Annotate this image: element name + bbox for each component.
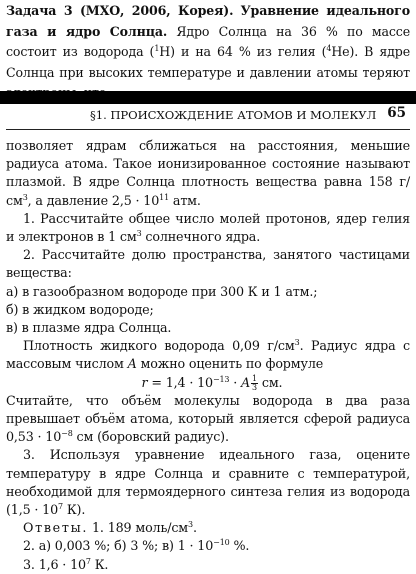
answers-line-1: Ответы. 1. 189 моль/$см^3$. [23,520,197,536]
paragraph-bohr-radius: Считайте, что объём молекулы водорода в два раза превышает объём атома, который является сферой радиуса $0,53 \cdot 10^{-8}$ см (боровский радиус). [6,392,410,445]
previous-page-fragment [0,0,416,91]
section-title: §1. ПРОИСХОЖДЕНИЕ АТОМОВ И МОЛЕКУЛ [90,108,377,122]
hydrogen-mass-number: 1 [154,43,160,53]
question-1: 1. Рассчитайте общее число молей протонов, ядер гелия и электронов в 1 $см^3$ солнечного ядра. [6,210,410,245]
task-text: Ядро Солнца на 36 % по массе состоит из водорода ( [6,23,410,59]
running-head [6,104,410,130]
answers-line-3: 3. $1,6 \cdot 10^7$ К. [23,556,109,572]
question-2: 2. Рассчитайте долю пространства, занятого частицами вещества: [6,247,410,281]
task-3-intro: Задача 3 (МХО, 2006, Корея). Уравнение идеального газа и ядро Солнца. Ядро Солнца на 36 % по массе состоит из водорода ($^1$H) и на 64 % из гелия ($^4$He). В ядре Солнца при высоких температуре и давлении атомы теряют [6,3,410,80]
question-2-option-a: а) в газообразном водороде при 300 К и 1 атм.; [6,283,318,299]
book-page [0,104,416,572]
page-separator [0,91,416,104]
page-number: 65 [387,105,406,121]
question-2-option-b: б) в жидком водороде; [6,301,154,317]
paragraph-density: Плотность жидкого водорода 0,09 $г/см^3$. Радиус ядра с массовым числом A можно оценить по формуле [6,338,411,372]
answers-line-2: 2. а) 0,003 %; б) 3 %; в) $1 \cdot 10^{-10}$ %. [23,538,250,554]
question-3: 3. Используя уравнение идеального газа, оцените температуру в ядре Солнца и сравните с температурой, необходимой для термоядерного синтеза гелия из водорода ($1,5 \cdot 10^7$ К). [6,447,410,518]
nuclear-radius-formula: $r = 1,4 \cdot 10^{-13} \cdot A$ $\frac{1}{3}$ см. [141,373,283,392]
helium-mass-number: 4 [326,43,332,53]
paragraph-plasma: позволяет ядрам сближаться на расстояния, меньшие радиуса атома. Такое ионизированное состояние называют плазмой. В ядре Солнца плотность вещества равна 158 $г/см^3$, а давление $2,5 \cdot 10^{11}$ атм. [6,138,410,208]
question-2-option-c: в) в плазме ядра Солнца. [6,320,172,336]
answers-label: Ответы. [23,520,89,536]
page-body [6,137,410,574]
fraction-exponent: $\frac{1}{3}$ [252,373,257,392]
task-header: Задача 3 (МХО, 2006, Корея). [6,3,234,18]
task-title: Уравнение идеального газа и ядро Солнца. [6,3,410,39]
